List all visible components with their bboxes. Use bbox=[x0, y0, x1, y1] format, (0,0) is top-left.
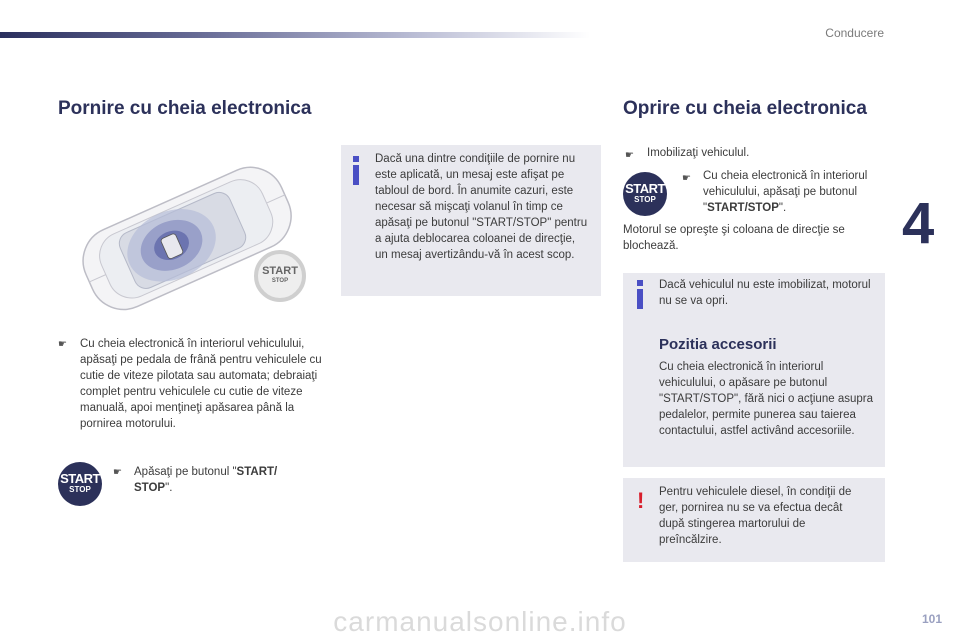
button-stop-label: STOP bbox=[271, 278, 289, 284]
icon-stop-label: STOP bbox=[69, 485, 91, 494]
button-start-label: START bbox=[262, 265, 298, 277]
right-result: Motorul se opreşte şi coloana de direcţie se blochează. bbox=[623, 224, 845, 252]
icon-start-label: START bbox=[625, 181, 665, 196]
start-stop-button-illustration bbox=[254, 250, 306, 302]
page-number: 101 bbox=[921, 612, 942, 626]
start-stop-icon bbox=[58, 462, 102, 506]
section-label: Conducere bbox=[825, 26, 884, 40]
bullet-icon: ☛ bbox=[58, 339, 67, 350]
left-step1: Cu cheia electronică în interiorul vehiculului, apăsaţi pe pedala de frână pentru vehiculele cu cutie de viteze pilotata sau automata; debraiaţi complet pentru vehiculele cu cutie de viteze manuală, apoi menţineţi apăsarea până la pornirea motorului. bbox=[80, 338, 322, 430]
right-title: Oprire cu cheia electronica bbox=[623, 98, 867, 119]
chapter-number: 4 bbox=[902, 191, 935, 256]
step2-key: START/ STOP bbox=[134, 466, 278, 494]
stop-info-box bbox=[623, 273, 885, 467]
icon-stop-label: STOP bbox=[634, 195, 656, 204]
warning-box bbox=[623, 478, 885, 562]
icon-start-label: START bbox=[60, 471, 100, 486]
start-info-box bbox=[341, 145, 601, 296]
accessory-title: Pozitia accesorii bbox=[659, 336, 777, 353]
right-step2-suffix: ". bbox=[778, 202, 787, 214]
right-step2-prefix: Cu cheia electronică în interiorul vehiculului, apăsaţi pe butonul " bbox=[703, 170, 868, 214]
warning-text: Pentru vehiculele diesel, în condiţii de ger, pornirea nu se va efectua decât după stingerea martorului de preîncălzire. bbox=[659, 486, 852, 546]
bullet-icon: ☛ bbox=[625, 150, 634, 161]
stop-info-text: Dacă vehiculul nu este imobilizat, motorul nu se va opri. bbox=[659, 279, 871, 307]
watermark: carmanualsonline.info bbox=[333, 606, 627, 637]
right-step1: Imobilizaţi vehiculul. bbox=[647, 147, 750, 159]
info-icon bbox=[637, 289, 643, 309]
header-bar bbox=[0, 32, 590, 38]
bullet-icon: ☛ bbox=[113, 467, 122, 478]
accessory-text: Cu cheia electronică în interiorul vehiculului, o apăsare pe butonul "START/STOP", fără nici o acţiune asupra pedalelor, permite punerea sau taierea contactului, astfel activând accesoriile. bbox=[659, 361, 873, 437]
left-step2 bbox=[134, 464, 304, 496]
step2-suffix: ". bbox=[165, 482, 173, 494]
right-step2 bbox=[703, 168, 883, 216]
warning-icon: ! bbox=[637, 488, 645, 513]
start-info-text: Dacă una dintre condiţiile de pornire nu este aplicată, un mesaj este afişat pe tabloul de bord. În anumite cazuri, este necesar să mişcaţi volanul în timp ce apăsaţi pe butonul "START/STOP" pentru a ajuta deblocarea coloanei de direcţie, un mesaj avertizându-vă în acest scop. bbox=[375, 153, 588, 261]
bullet-icon: ☛ bbox=[682, 173, 691, 184]
start-stop-icon bbox=[623, 172, 667, 216]
info-icon bbox=[353, 165, 359, 185]
step2-prefix: Apăsaţi pe butonul " bbox=[134, 466, 237, 478]
right-step2-key: START/STOP bbox=[707, 202, 779, 214]
left-title: Pornire cu cheia electronica bbox=[58, 98, 312, 119]
